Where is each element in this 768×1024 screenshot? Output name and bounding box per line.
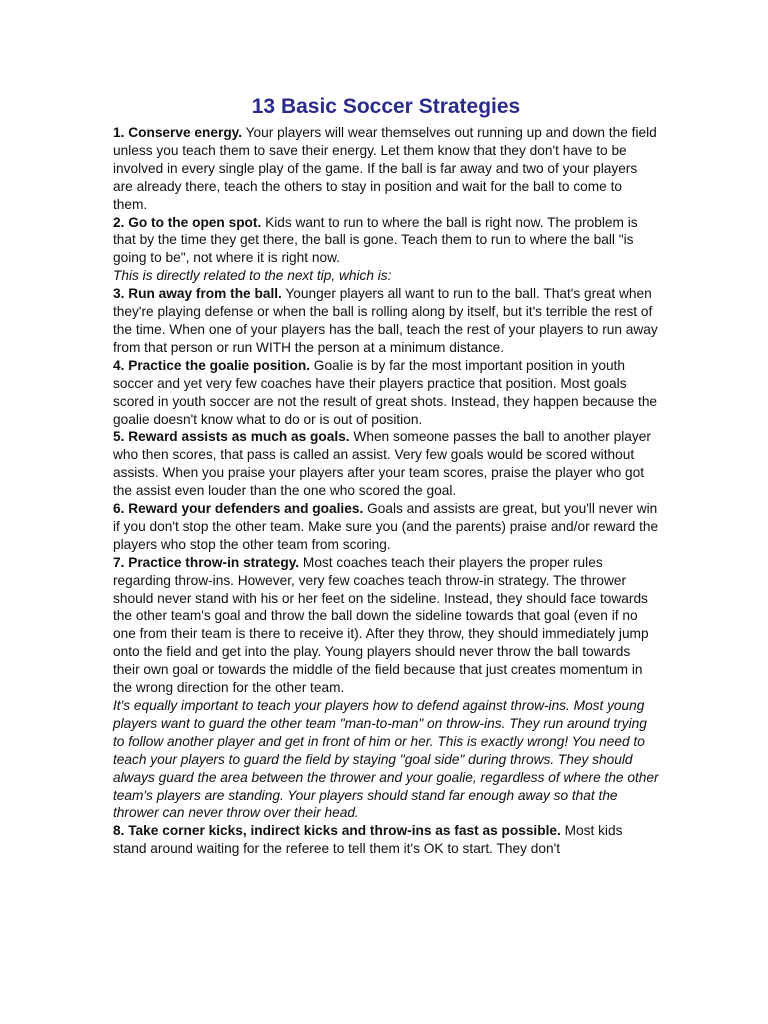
strategy-8-paragraph (113, 822, 659, 858)
strategy-8-text: Most kids stand around waiting for the referee to tell them it's OK to start. They don't (113, 823, 623, 857)
strategy-7-heading: 7. Practice throw-in strategy. (113, 554, 300, 570)
strategy-6-paragraph (113, 500, 659, 554)
strategy-5-text: When someone passes the ball to another player who then scores, that pass is called an assist. Very few goals would be scored without assists. When you praise your players after your team scores, praise the player who got the assist even louder than the one who scored the goal. (113, 429, 651, 499)
strategy-6-text: Goals and assists are great, but you'll never win if you don't stop the other team. Make sure you (and the parents) praise and/or reward the players who stop the other team from scoring. (113, 501, 659, 552)
strategy-4-heading: 4. Practice the goalie position. (113, 357, 310, 373)
strategy-2-text: Kids want to run to where the ball is right now. The problem is that by the time they get there, the ball is gone. Teach them to run to where the ball "is going to be", not where it is right now. (113, 214, 638, 266)
strategy-8-heading: 8. Take corner kicks, indirect kicks and throw-ins as fast as possible. (113, 823, 561, 839)
strategy-5-heading: 5. Reward assists as much as goals. (113, 429, 350, 445)
strategy-7-text: Most coaches teach their players the proper rules regarding throw-ins. However, very few coaches teach throw-in strategy. The thrower should never stand with his or her feet on the sideline. Instead, they should face towards the other team's goal and throw the ball down the sideline towards that goal (even if no one from their team is there to receive it). After they throw, they should immediately jump onto the field and get into the play. Young players should never throw the ball towards their own goal or towards the middle of the field because that just creates momentum in the wrong direction for the other team. (113, 554, 649, 696)
strategy-1-paragraph (113, 124, 659, 214)
strategy-1-heading: 1. Conserve energy. (113, 125, 243, 140)
strategy-6-heading: 6. Reward your defenders and goalies. (113, 501, 364, 517)
strategy-4-text: Goalie is by far the most important position in youth soccer and yet very few coaches have their players practice that position. Most goals scored in youth soccer are not the result of great shots. Instead, they happen because the goalie doesn't know what to do or is out of position. (113, 357, 658, 427)
strategy-7-paragraph (113, 554, 659, 697)
document-body (113, 124, 659, 858)
document-page (113, 94, 659, 858)
strategy-3-paragraph (113, 285, 659, 357)
throw-in-defense-note: It's equally important to teach your players how to defend against throw-ins. Most young players want to guard the other team "man-to-man" on throw-ins. They run around trying to follow another player and get in front of him or her. This is exactly wrong! You need to teach your players to guard the field by staying "goal side" during throws. They should always guard the area between the thrower and your goalie, regardless of where the other team's players are standing. Your players should stand far enough away so that the thrower can never throw over their head. (113, 698, 659, 821)
strategy-1-text: Your players will wear themselves out running up and down the field unless you teach them to save their energy. Let them know that they don't have to be involved in every single play of the game. If the ball is far away and two of your players are already there, teach the others to stay in position and wait for the ball to come to them. (113, 125, 657, 212)
strategy-3-text: Younger players all want to run to the ball. That's great when they're playing defense or when the ball is rolling along by itself, but it's terrible the rest of the time. When one of your players has the ball, teach the rest of your players to run away from that person or run WITH the person at a minimum distance. (113, 286, 658, 355)
transition-note: This is directly related to the next tip, which is: (113, 268, 392, 284)
strategy-2-heading: 2. Go to the open spot. (113, 214, 262, 230)
strategy-3-heading: 3. Run away from the ball. (113, 286, 282, 302)
strategy-4-paragraph (113, 357, 659, 429)
document-title: 13 Basic Soccer Strategies (251, 95, 521, 118)
strategy-5-paragraph (113, 428, 659, 500)
strategy-2-paragraph (113, 214, 659, 268)
